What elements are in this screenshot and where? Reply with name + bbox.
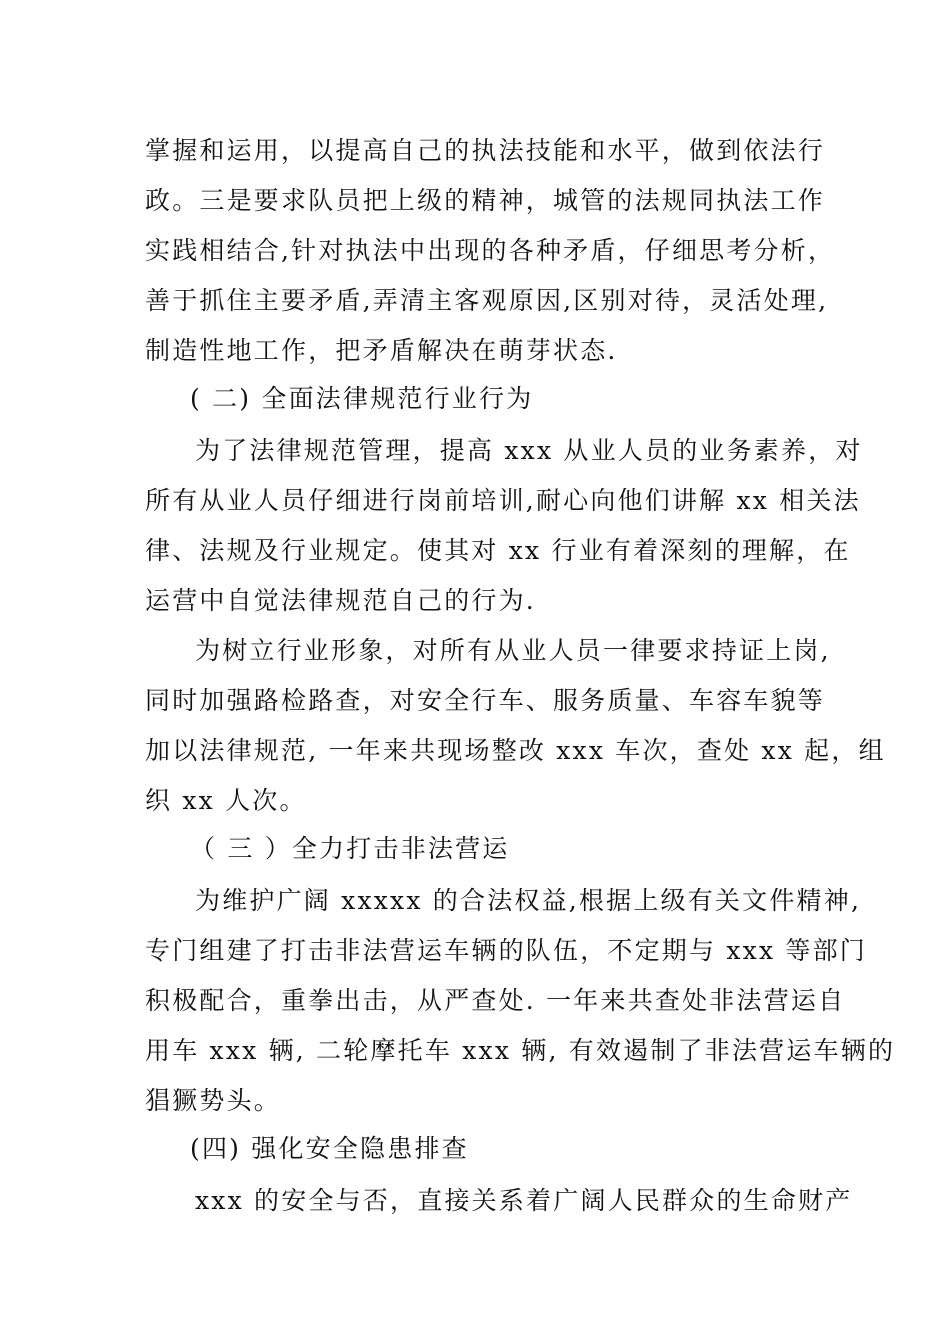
- body-text-line: 掌握和运用，以提高自己的执法技能和水平，做到依法行: [145, 136, 826, 165]
- body-text-line: 同时加强路检路查，对安全行车、服务质量、车容车貌等: [145, 686, 826, 715]
- body-text-line: 运营中自觉法律规范自己的行为.: [145, 586, 536, 615]
- body-text-line: 为了法律规范管理，提高 xxx 从业人员的业务素养，对: [195, 436, 863, 465]
- body-text-line: 为维护广阔 xxxxx 的合法权益,根据上级有关文件精神,: [195, 886, 862, 915]
- body-text-line: 律、法规及行业规定。使其对 xx 行业有着深刻的理解，在: [145, 536, 851, 565]
- body-text-line: 善于抓住主要矛盾,弄清主客观原因,区别对待，灵活处理,: [145, 286, 829, 315]
- body-text-line: 所有从业人员仔细进行岗前培训,耐心向他们讲解 xx 相关法: [145, 486, 861, 515]
- body-text-line: 加以法律规范, 一年来共现场整改 xxx 车次，查处 xx 起，组: [145, 736, 886, 765]
- body-text-line: 积极配合，重拳出击，从严查处. 一年来共查处非法营运自: [145, 986, 846, 1015]
- body-text-line: 制造性地工作，把矛盾解决在萌芽状态.: [145, 336, 618, 365]
- section-heading-2: ( 二) 全面法律规范行业行为: [190, 384, 534, 413]
- body-text-line: 实践相结合,针对执法中出现的各种矛盾，仔细思考分析，: [145, 236, 836, 265]
- body-text-line: 用车 xxx 辆, 二轮摩托车 xxx 辆, 有效遏制了非法营运车辆的: [145, 1036, 896, 1065]
- body-text-line: 专门组建了打击非法营运车辆的队伍，不定期与 xxx 等部门: [145, 936, 867, 965]
- body-text-line: 为树立行业形象，对所有从业人员一律要求持证上岗,: [195, 636, 831, 665]
- body-text-line: 猖獗势头。: [145, 1086, 282, 1115]
- body-text-line: xxx 的安全与否，直接关系着广阔人民群众的生命财产: [195, 1186, 853, 1215]
- body-text-line: 政。三是要求队员把上级的精神，城管的法规同执法工作: [145, 186, 826, 215]
- section-heading-3: （ 三 ）全力打击非法营运: [190, 834, 510, 863]
- section-heading-4: (四) 强化安全隐患排查: [190, 1134, 469, 1163]
- body-text-line: 织 xx 人次。: [145, 786, 307, 815]
